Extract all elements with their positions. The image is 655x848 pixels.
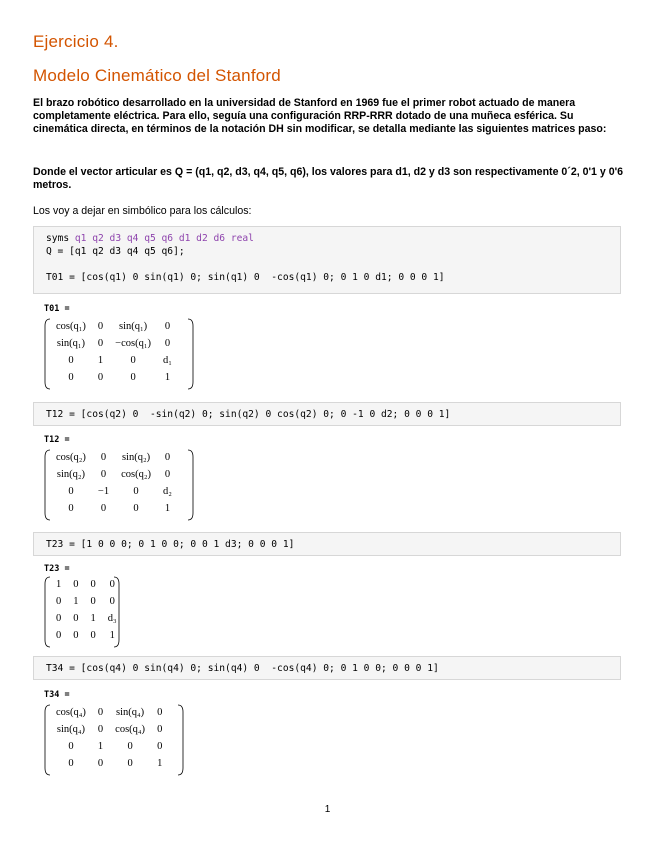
matrix-cell: 0 — [157, 741, 163, 752]
matrix-cell: 0 — [157, 707, 163, 718]
matrix-cell: d₃ — [107, 613, 117, 624]
matrix-t01 — [44, 318, 194, 390]
matrix-cell: 0 — [109, 596, 115, 607]
matrix-row — [50, 610, 123, 627]
matrix-t23 — [44, 576, 120, 648]
matrix-cell: sin(q₁) — [56, 338, 86, 349]
matrix-cell: 0 — [164, 338, 171, 349]
matrix-cell: 0 — [73, 630, 79, 641]
matrix-cell: −cos(q₁) — [115, 338, 151, 349]
matrix-row — [50, 704, 168, 721]
matrix-cell: cos(q₄) — [56, 707, 86, 718]
exercise-heading: Ejercicio 4. — [33, 32, 119, 51]
matrix-row — [50, 449, 178, 466]
matrix-table — [50, 704, 168, 772]
matrix-cell: 0 — [97, 338, 104, 349]
matrix-cell: 0 — [73, 579, 79, 590]
matrix-cell: 1 — [97, 355, 104, 366]
right-bracket — [178, 705, 183, 775]
output-label-t34: T34 = — [44, 690, 70, 700]
matrix-table — [50, 318, 178, 386]
matrix-cell: cos(q₂) — [56, 452, 86, 463]
code-block-2[interactable] — [33, 402, 621, 426]
matrix-cell: d₂ — [162, 486, 172, 497]
matrix-table — [50, 576, 123, 644]
matrix-cell: 0 — [56, 613, 62, 624]
matrix-cell: sin(q₁) — [118, 321, 148, 332]
matrix-cell: 0 — [100, 452, 107, 463]
matrix-cell: 1 — [97, 741, 104, 752]
joint-vector-paragraph: Donde el vector articular es Q = (q1, q2, d3, q4, q5, q6), los valores para d1, d2 y d3 son respectivamente 0´2, 0'1 y 0'6 metros. — [33, 166, 623, 191]
matrix-row — [50, 318, 178, 335]
matrix-cell: 0 — [164, 321, 171, 332]
matrix-cell: 0 — [97, 724, 104, 735]
matrix-row — [50, 335, 178, 352]
matrix-cell: 0 — [97, 758, 104, 769]
code-t23-line: T23 = [1 0 0 0; 0 1 0 0; 0 0 1 d3; 0 0 0 1] — [46, 539, 295, 550]
matrix-cell: 0 — [56, 596, 62, 607]
matrix-cell: 0 — [130, 372, 136, 383]
code-q-line: Q = [q1 q2 d3 q4 q5 q6]; — [46, 246, 185, 257]
matrix-cell: sin(q₂) — [121, 452, 151, 463]
matrix-row — [50, 500, 178, 517]
code-syms-line — [46, 232, 608, 245]
output-label-t01: T01 = — [44, 304, 70, 314]
matrix-row — [50, 738, 168, 755]
matrix-cell: −1 — [97, 486, 110, 497]
syms-keyword: syms — [46, 233, 70, 244]
code-t34-line: T34 = [cos(q4) 0 sin(q4) 0; sin(q4) 0 -cos(q4) 0; 0 1 0 0; 0 0 0 1] — [46, 663, 439, 674]
code-block-1[interactable] — [33, 226, 621, 294]
matrix-t34 — [44, 704, 184, 776]
right-bracket — [188, 450, 193, 520]
intro-paragraph: El brazo robótico desarrollado en la universidad de Stanford en 1969 fue el primer robot actuado de manera completamente eléctrica. Para ello, seguía una configuración RRP-RRR dotado de una muñeca esférica. Su cinemática directa, en términos de la notación DH sin modificar, se detalla mediante las siguientes matrices paso: — [33, 97, 607, 135]
code-block-4[interactable] — [33, 656, 621, 680]
matrix-cell: 1 — [164, 503, 171, 514]
matrix-cell: 0 — [164, 452, 171, 463]
matrix-cell: 0 — [97, 321, 104, 332]
matrix-t12 — [44, 449, 194, 521]
matrix-cell: 1 — [56, 579, 62, 590]
matrix-cell: 0 — [68, 486, 74, 497]
matrix-cell: 0 — [164, 469, 171, 480]
matrix-cell: 0 — [100, 469, 107, 480]
matrix-cell: cos(q₁) — [56, 321, 86, 332]
matrix-cell: cos(q₂) — [121, 469, 151, 480]
matrix-row — [50, 721, 168, 738]
matrix-cell: cos(q₄) — [115, 724, 146, 735]
code-block-3[interactable] — [33, 532, 621, 556]
matrix-row — [50, 466, 178, 483]
matrix-cell: 0 — [90, 579, 96, 590]
matrix-row — [50, 755, 168, 772]
matrix-cell: 0 — [73, 613, 79, 624]
matrix-row — [50, 627, 123, 644]
matrix-cell: sin(q₄) — [56, 724, 86, 735]
matrix-row — [50, 483, 178, 500]
code-t01-line: T01 = [cos(q1) 0 sin(q1) 0; sin(q1) 0 -cos(q1) 0; 0 1 0 d1; 0 0 0 1] — [46, 272, 445, 283]
matrix-cell: 0 — [56, 630, 62, 641]
matrix-cell: 0 — [68, 372, 74, 383]
matrix-cell: 0 — [68, 503, 74, 514]
matrix-cell: d₁ — [162, 355, 172, 366]
symbolic-note: Los voy a dejar en simbólico para los cálculos: — [33, 205, 252, 217]
matrix-row — [50, 369, 178, 386]
matrix-cell: 1 — [90, 613, 96, 624]
matrix-row — [50, 352, 178, 369]
matrix-cell: 0 — [133, 503, 139, 514]
page-number: 1 — [324, 804, 331, 815]
matrix-cell: 0 — [109, 579, 115, 590]
matrix-row — [50, 593, 123, 610]
right-bracket — [188, 319, 193, 389]
matrix-cell: 0 — [90, 630, 96, 641]
matrix-cell: 0 — [68, 741, 74, 752]
matrix-cell: 0 — [127, 741, 133, 752]
matrix-row — [50, 576, 123, 593]
matrix-cell: 1 — [157, 758, 163, 769]
matrix-cell: 0 — [157, 724, 163, 735]
matrix-cell: 0 — [100, 503, 107, 514]
output-label-t23: T23 = — [44, 564, 70, 574]
matrix-cell: 0 — [97, 707, 104, 718]
matrix-cell: 0 — [90, 596, 96, 607]
matrix-cell: sin(q₄) — [116, 707, 145, 718]
output-label-t12: T12 = — [44, 435, 70, 445]
matrix-cell: 0 — [97, 372, 104, 383]
syms-variables: q1 q2 d3 q4 q5 q6 d1 d2 d6 real — [74, 233, 254, 244]
matrix-cell: 0 — [68, 355, 74, 366]
matrix-cell: 0 — [130, 355, 136, 366]
matrix-cell: 0 — [68, 758, 74, 769]
matrix-cell: 1 — [109, 630, 115, 641]
matrix-cell: 0 — [133, 486, 139, 497]
code-t12-line: T12 = [cos(q2) 0 -sin(q2) 0; sin(q2) 0 cos(q2) 0; 0 -1 0 d2; 0 0 0 1] — [46, 409, 451, 420]
matrix-table — [50, 449, 178, 517]
matrix-cell: 0 — [127, 758, 133, 769]
matrix-cell: sin(q₂) — [56, 469, 86, 480]
matrix-cell: 1 — [73, 596, 79, 607]
section-heading: Modelo Cinemático del Stanford — [33, 66, 281, 85]
matrix-cell: 1 — [164, 372, 171, 383]
